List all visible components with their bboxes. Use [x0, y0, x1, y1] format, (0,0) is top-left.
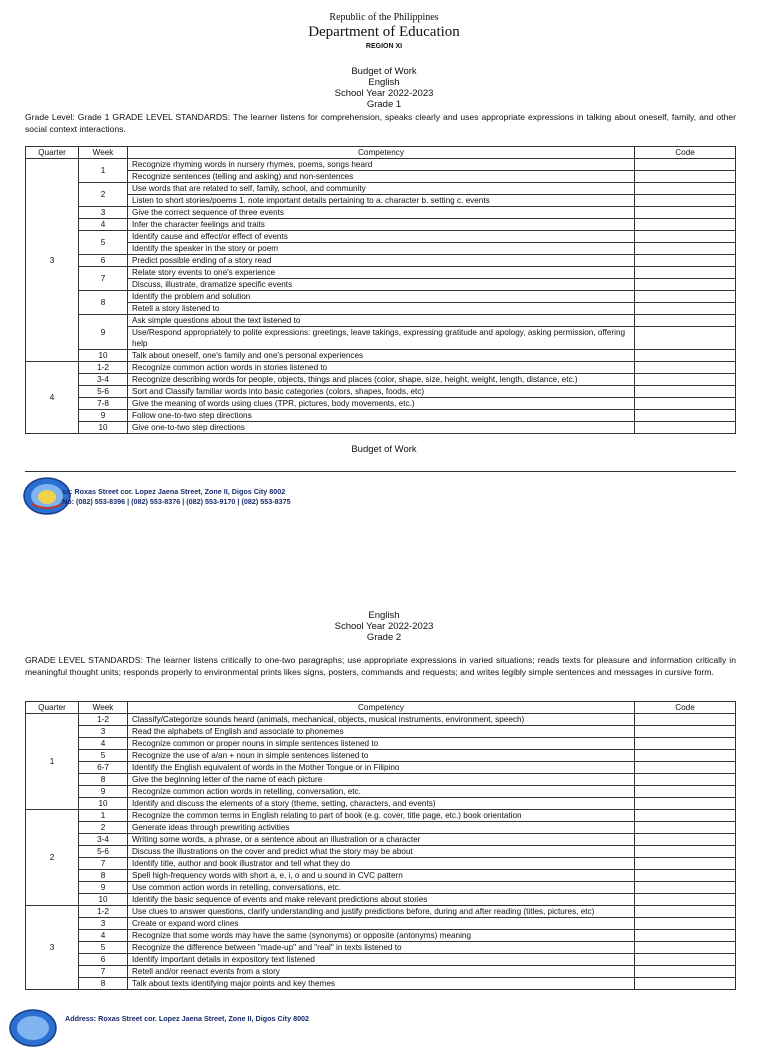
competency-cell: Use/Respond appropriately to polite expressions: greetings, leave takings, expressing gratitude and apology, asking permission, offering help: [128, 327, 635, 350]
competency-cell: Recognize the difference between "made-up" and "real" in texts listened to: [128, 942, 635, 954]
table-row: [26, 966, 736, 978]
competency-cell: Listen to short stories/poems 1. note important details pertaining to a. character b. setting c. events: [128, 195, 635, 207]
competency-cell: Use words that are related to self, family, school, and community: [128, 183, 635, 195]
week-cell: 10: [79, 350, 128, 362]
competency-cell: Infer the character feelings and traits: [128, 219, 635, 231]
code-cell: [635, 942, 736, 954]
table-row: [26, 207, 736, 219]
code-cell: [635, 894, 736, 906]
competency-cell: Talk about texts identifying major points and key themes: [128, 978, 635, 990]
title-line: Grade 1: [366, 99, 402, 110]
code-cell: [635, 183, 736, 195]
competency-cell: Discuss, illustrate, dramatize specific events: [128, 279, 635, 291]
competency-cell: Give one-to-two step directions: [128, 422, 635, 434]
code-cell: [635, 374, 736, 386]
code-cell: [635, 834, 736, 846]
table-row: [26, 327, 736, 350]
table-row: [26, 303, 736, 315]
code-cell: [635, 846, 736, 858]
competency-cell: Recognize common action words in stories listened to: [128, 362, 635, 374]
code-cell: [635, 822, 736, 834]
week-cell: 9: [79, 410, 128, 422]
code-cell: [635, 362, 736, 374]
week-cell: 9: [79, 786, 128, 798]
table-row: [26, 398, 736, 410]
table-row: [26, 858, 736, 870]
week-cell: 8: [79, 870, 128, 882]
code-cell: [635, 327, 736, 350]
code-cell: [635, 810, 736, 822]
competency-cell: Recognize that some words may have the same (synonyms) or opposite (antonyms) meaning: [128, 930, 635, 942]
week-cell: 4: [79, 738, 128, 750]
code-cell: [635, 195, 736, 207]
document-header: [0, 12, 768, 50]
competency-cell: Writing some words, a phrase, or a sentence about an illustration or a character: [128, 834, 635, 846]
competency-cell: Talk about oneself, one's family and one's personal experiences: [128, 350, 635, 362]
column-header-quarter: Quarter: [26, 147, 79, 159]
competency-cell: Predict possible ending of a story read: [128, 255, 635, 267]
quarter-cell: 2: [26, 810, 79, 906]
grade1-title-block: [0, 66, 768, 110]
week-cell: 1: [79, 159, 128, 183]
code-cell: [635, 303, 736, 315]
table-row: [26, 750, 736, 762]
column-header-week: Week: [79, 702, 128, 714]
table-row: [26, 810, 736, 822]
code-cell: [635, 798, 736, 810]
table-row: [26, 942, 736, 954]
week-cell: 5-6: [79, 386, 128, 398]
title-line: School Year 2022-2023: [334, 88, 434, 99]
code-cell: [635, 966, 736, 978]
week-cell: 2: [79, 822, 128, 834]
week-cell: 8: [79, 291, 128, 315]
week-cell: 5: [79, 750, 128, 762]
table-row: [26, 255, 736, 267]
competency-cell: Relate story events to one's experience: [128, 267, 635, 279]
week-cell: 4: [79, 219, 128, 231]
competency-cell: Identify the English equivalent of words in the Mother Tongue or in Filipino: [128, 762, 635, 774]
competency-cell: Recognize rhyming words in nursery rhymes, poems, songs heard: [128, 159, 635, 171]
department-title: Department of Education: [308, 24, 460, 40]
quarter-cell: 1: [26, 714, 79, 810]
code-cell: [635, 786, 736, 798]
table-row: [26, 894, 736, 906]
column-header-code: Code: [635, 147, 736, 159]
table-row: [26, 954, 736, 966]
code-cell: [635, 398, 736, 410]
week-cell: 7: [79, 858, 128, 870]
competency-cell: Identify the basic sequence of events and make relevant predictions about stories: [128, 894, 635, 906]
quarter-cell: 3: [26, 906, 79, 990]
code-cell: [635, 422, 736, 434]
title-line: English: [368, 77, 400, 88]
code-cell: [635, 171, 736, 183]
week-cell: 1-2: [79, 362, 128, 374]
table-row: [26, 846, 736, 858]
competency-cell: Sort and Classify familiar words into basic categories (colors, shapes, foods, etc): [128, 386, 635, 398]
code-cell: [635, 882, 736, 894]
table-row: [26, 918, 736, 930]
competency-cell: Read the alphabets of English and associate to phonemes: [128, 726, 635, 738]
code-cell: [635, 255, 736, 267]
competency-cell: Generate ideas through prewriting activities: [128, 822, 635, 834]
competency-cell: Create or expand word clines: [128, 918, 635, 930]
competency-cell: Spell high-frequency words with short a, e, i, o and u sound in CVC pattern: [128, 870, 635, 882]
divider: [25, 471, 736, 472]
week-cell: 10: [79, 798, 128, 810]
week-cell: 3: [79, 918, 128, 930]
competency-cell: Classify/Categorize sounds heard (animals, mechanical, objects, musical instruments, environment, speech): [128, 714, 635, 726]
week-cell: 10: [79, 894, 128, 906]
week-cell: 3-4: [79, 374, 128, 386]
competency-cell: Recognize sentences (telling and asking) and non-sentences: [128, 171, 635, 183]
table-row: [26, 219, 736, 231]
table-row: [26, 243, 736, 255]
grade1-budget-table: [25, 146, 736, 434]
competency-cell: Give the meaning of words using clues (TPR, pictures, body movements, etc.): [128, 398, 635, 410]
republic-label: Republic of the Philippines: [329, 12, 439, 23]
code-cell: [635, 410, 736, 422]
week-cell: 6-7: [79, 762, 128, 774]
code-cell: [635, 870, 736, 882]
competency-cell: Give the beginning letter of the name of each picture: [128, 774, 635, 786]
table-row: [26, 930, 736, 942]
table-row: [26, 762, 736, 774]
column-header-week: Week: [79, 147, 128, 159]
code-cell: [635, 386, 736, 398]
title-line: School Year 2022-2023: [334, 621, 434, 632]
table-row: [26, 386, 736, 398]
code-cell: [635, 279, 736, 291]
competency-cell: Give the correct sequence of three events: [128, 207, 635, 219]
code-cell: [635, 243, 736, 255]
table-row: [26, 195, 736, 207]
code-cell: [635, 291, 736, 303]
column-header-code: Code: [635, 702, 736, 714]
quarter-cell: 3: [26, 159, 79, 362]
competency-cell: Recognize common or proper nouns in simple sentences listened to: [128, 738, 635, 750]
table-row: [26, 315, 736, 327]
table-row: [26, 362, 736, 374]
code-cell: [635, 774, 736, 786]
table-row: [26, 798, 736, 810]
code-cell: [635, 315, 736, 327]
week-cell: 6: [79, 255, 128, 267]
table-row: [26, 183, 736, 195]
address-text: Address: Roxas Street cor. Lopez Jaena Street, Zone II, Digos City 8002: [65, 1014, 310, 1023]
grade2-budget-table: [25, 701, 736, 990]
code-cell: [635, 219, 736, 231]
code-cell: [635, 978, 736, 990]
code-cell: [635, 762, 736, 774]
column-header-competency: Competency: [128, 702, 635, 714]
grade2-standards: GRADE LEVEL STANDARDS: The learner listens critically to one-two paragraphs; use appropriate expressions in varied situations; reads texts for pleasure and information critically in meaningful thought units; responds properly to environmental prints likes signs, posters, commands and requests; and writes legibly simple sentences and messages in cursive form.: [25, 655, 736, 677]
code-cell: [635, 738, 736, 750]
grade1-standards: Grade Level: Grade 1 GRADE LEVEL STANDARDS: The learner listens for comprehension, speaks clearly and uses appropriate expressions in talking about oneself, family, and other social context interactions.: [25, 112, 736, 134]
week-cell: 4: [79, 930, 128, 942]
code-cell: [635, 750, 736, 762]
table-row: [26, 171, 736, 183]
competency-cell: Recognize describing words for people, objects, things and places (color, shape, size, height, weight, length, distance, etc.): [128, 374, 635, 386]
week-cell: 5-6: [79, 846, 128, 858]
table-row: [26, 882, 736, 894]
competency-cell: Recognize common action words in retelling, conversation, etc.: [128, 786, 635, 798]
competency-cell: Recognize the use of a/an + noun in simple sentences listened to: [128, 750, 635, 762]
competency-cell: Discuss the illustrations on the cover and predict what the story may be about: [128, 846, 635, 858]
week-cell: 9: [79, 882, 128, 894]
week-cell: 5: [79, 231, 128, 255]
code-cell: [635, 726, 736, 738]
table-row: [26, 279, 736, 291]
table-row: [26, 410, 736, 422]
competency-cell: Identify important details in expository text listened: [128, 954, 635, 966]
week-cell: 8: [79, 774, 128, 786]
competency-cell: Follow one-to-two step directions: [128, 410, 635, 422]
table-row: [26, 374, 736, 386]
week-cell: 1-2: [79, 714, 128, 726]
address-text: ss: Roxas Street cor. Lopez Jaena Street, Zone II, Digos City 8002: [62, 487, 286, 496]
table-row: [26, 978, 736, 990]
competency-cell: Use common action words in retelling, conversations, etc.: [128, 882, 635, 894]
table-row: [26, 738, 736, 750]
week-cell: 8: [79, 978, 128, 990]
region-label: REGION XI: [365, 43, 403, 50]
title-line: English: [368, 610, 400, 621]
table-row: [26, 714, 736, 726]
table-row: [26, 786, 736, 798]
week-cell: 7: [79, 966, 128, 978]
table-row: [26, 291, 736, 303]
competency-cell: Identify and discuss the elements of a story (theme, setting, characters, and events): [128, 798, 635, 810]
week-cell: 1-2: [79, 906, 128, 918]
week-cell: 3: [79, 726, 128, 738]
column-header-competency: Competency: [128, 147, 635, 159]
code-cell: [635, 350, 736, 362]
week-cell: 1: [79, 810, 128, 822]
competency-cell: Recognize the common terms in English relating to part of book (e.g. cover, title page, etc.) book orientation: [128, 810, 635, 822]
grade2-title-block: [0, 610, 768, 643]
competency-cell: Identify the problem and solution: [128, 291, 635, 303]
title-line: Budget of Work: [351, 66, 417, 77]
competency-cell: Identify cause and effect/or effect of events: [128, 231, 635, 243]
title-line: Grade 2: [366, 632, 402, 643]
week-cell: 7-8: [79, 398, 128, 410]
week-cell: 10: [79, 422, 128, 434]
code-cell: [635, 930, 736, 942]
code-cell: [635, 858, 736, 870]
code-cell: [635, 207, 736, 219]
budget-of-work-label: Budget of Work: [351, 444, 417, 455]
table-header-row: [26, 147, 736, 159]
code-cell: [635, 267, 736, 279]
code-cell: [635, 231, 736, 243]
week-cell: 2: [79, 183, 128, 207]
code-cell: [635, 159, 736, 171]
competency-cell: Retell a story listened to: [128, 303, 635, 315]
week-cell: 5: [79, 942, 128, 954]
code-cell: [635, 918, 736, 930]
competency-cell: Identify the speaker in the story or poem: [128, 243, 635, 255]
table-row: [26, 231, 736, 243]
competency-cell: Retell and/or reenact events from a story: [128, 966, 635, 978]
table-row: [26, 774, 736, 786]
week-cell: 3: [79, 207, 128, 219]
week-cell: 6: [79, 954, 128, 966]
competency-cell: Identify title, author and book illustrator and tell what they do: [128, 858, 635, 870]
column-header-quarter: Quarter: [26, 702, 79, 714]
table-row: [26, 159, 736, 171]
phone-numbers: No: (082) 553-8396 | (082) 553-8376 | (082) 553-9170 | (082) 553-8375: [62, 497, 291, 506]
table-row: [26, 726, 736, 738]
table-row: [26, 422, 736, 434]
table-row: [26, 834, 736, 846]
competency-cell: Ask simple questions about the text listened to: [128, 315, 635, 327]
table-row: [26, 822, 736, 834]
table-row: [26, 350, 736, 362]
code-cell: [635, 906, 736, 918]
table-header-row: [26, 702, 736, 714]
deped-seal-logo: [22, 476, 72, 516]
week-cell: 7: [79, 267, 128, 291]
quarter-cell: 4: [26, 362, 79, 434]
table-row: [26, 906, 736, 918]
week-cell: 9: [79, 315, 128, 350]
table-row: [26, 267, 736, 279]
week-cell: 3-4: [79, 834, 128, 846]
competency-cell: Use clues to answer questions, clarify understanding and justify predictions before, during and after reading (titles, pictures, etc): [128, 906, 635, 918]
code-cell: [635, 714, 736, 726]
code-cell: [635, 954, 736, 966]
deped-seal-logo: [8, 1008, 58, 1048]
table-row: [26, 870, 736, 882]
